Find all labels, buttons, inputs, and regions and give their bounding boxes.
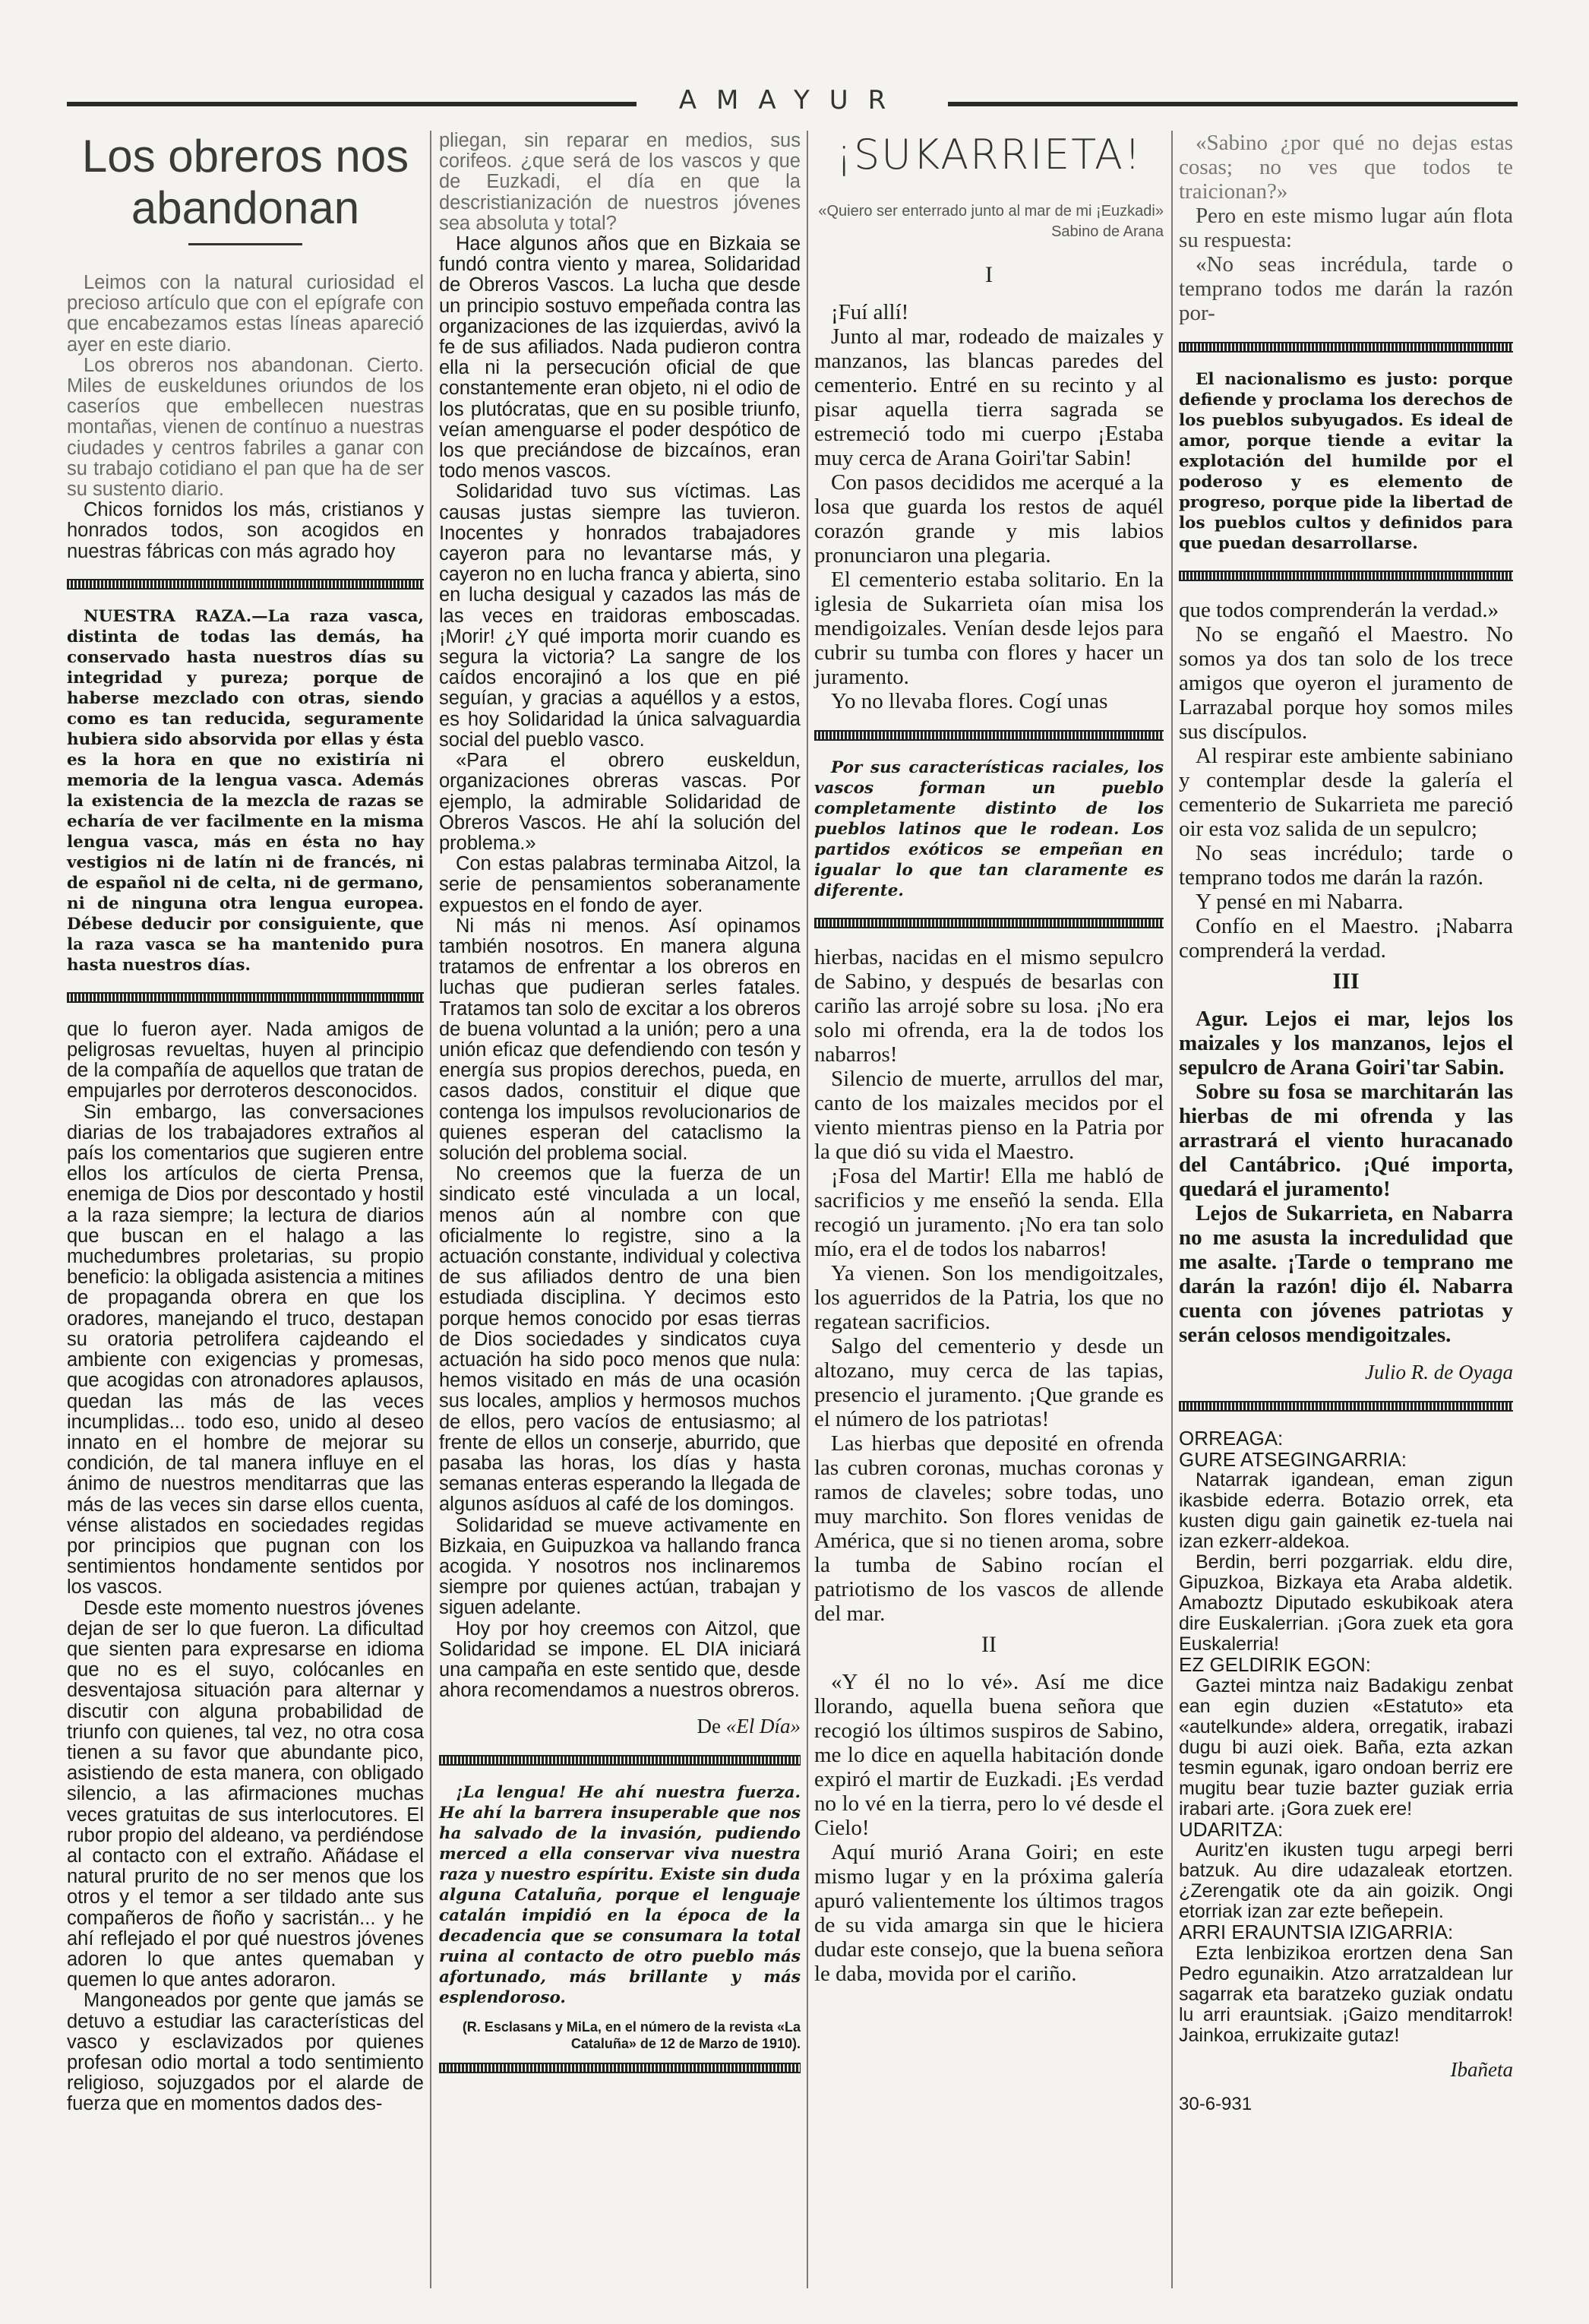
column-2 [439, 131, 801, 2090]
paragraph: Hoy por hoy creemos con Aitzol, que Solidaridad se impone. EL DIA iniciará una campaña en este sentido que, desde ahora recomendamos a nuestros obreros. [439, 1617, 801, 1702]
paragraph: Salgo del cementerio y desde un altozano, muy cerca de las tapias, presencio el juramento. ¡Que grande es el número de los patriotas! [814, 1334, 1164, 1431]
paragraph: Desde este momento nuestros jóvenes dejan de ser lo que fueron. La dificultad que sienten para expresarse en idioma que no es el suyo, colócanles en desventajosa situación para alternar y discutir con alguna probabilidad de triunfo con quienes, tal vez, no otra cosa tienen a su favor que abundante pico, asistiendo de esta manera, con obligado silencio, a las afirmaciones muchas veces gratuitas de sus interlocutores. El rubor propio del aldeano, va perdiéndose al contacto con el extraño. Añádase el natural prurito de no ser menos que los otros y el temor a ser tildado ante sus compañeros de ñoño y sacristán... y he ahí reflejado el por qué nuestros jóvenes adoren lo que antes quemaban y quemen lo que antes adoraron. [67, 1597, 424, 1991]
paragraph: Sobre su fosa se marchitarán las hierbas de mi ofrenda y las arrastrará el viento huracanado del Cantábrico. ¡Qué importa, quedará el juramento! [1179, 1080, 1513, 1201]
article-title: Los obreros nos abandonan [81, 131, 409, 233]
section-number: I [985, 262, 993, 287]
news-heading: ORREAGA: [1179, 1427, 1284, 1450]
paragraph: Silencio de muerte, arrullos del mar, canto de los maizales mecidos por el viento mientras pienso en la Patria por la que dió su vida el Maestro. [814, 1067, 1164, 1164]
quote-box: El nacionalismo es justo: porque defiende y proclama los derechos de los pueblos subyugados. Es ideal de amor, porque tiende a evitar la explotación del humilde por el poderoso y es elemento de progreso, porque pide la libertad de los pueblos cultos y definidos para que puedan desarrollarse. [1179, 370, 1513, 553]
masthead-rule-left [67, 102, 637, 106]
paragraph: Solidaridad tuvo sus víctimas. Las causas justas siempre las tuvieron. Inocentes y honrados trabajadores cayeron para no levantarse más, y cayeron no en lucha franca y abierta, sino en lucha desigual y cazados las más de las veces en traidoras emboscadas. ¡Morir! ¿Y qué importa morir cuando es segura la victoria? La sangre de los caídos encorajinó a los que en pié seguían, y gracias a aquéllos y a estos, es hoy Solidaridad la única salvaguardia social del pueblo vasco. [439, 481, 801, 751]
paragraph: «Y él no lo vé». Así me dice llorando, aquella buena señora que recogió los últimos suspiros de Sabino, me lo dice en aquella habitación donde expiró el martir de Euzkadi. ¡Es verdad no lo vé en la tierra, pero lo vé desde el Cielo! [814, 1670, 1164, 1840]
news-item: Ezta lenbizikoa erortzen dena San Pedro egunaikin. Atzo arratzaldean lur sagarrak eta baratzeko guziak ondatu lu arri erauntsiak. ¡Gaizo menditarrok! Jainkoa, errukizaite gutaz! [1179, 1942, 1513, 2046]
article-continuation-faded [439, 131, 801, 234]
separator-rule [1179, 342, 1513, 353]
separator-rule [439, 1755, 801, 1766]
paragraph: Al respirar este ambiente sabiniano y contemplar desde la galería el cementerio de Sukarrieta me pareció oir esta voz salida de un sepulcro; [1179, 744, 1513, 841]
paragraph: hierbas, nacidas en el mismo sepulcro de Sabino, y después de besarlas con cariño las arrojé sobre su losa. ¡No era solo mi ofrenda, era la de todos los nabarros! [814, 945, 1164, 1067]
news-heading: UDARITZA: [1179, 1817, 1284, 1841]
column-divider [1171, 131, 1173, 2288]
paragraph: Con pasos decididos me acerqué a la losa que guarda los restos de aquél corazón grande y mis labios pronunciaron una plegaria. [814, 470, 1164, 568]
quote-box: ¡La lengua! He ahí nuestra fuerza. He ahí la barrera insuperable que nos ha salvado de la invasión, pudiendo merced a ella conservar viva nuestra raza y nuestro espíritu. Existe sin duda alguna Cataluña, porque el lenguaje catalán impidió en la época de la decadencia que se consumara la total ruina al contacto de otro pueblo más afortunado, más brillante y más esplendoroso. [439, 1783, 801, 2008]
news-signature [1179, 2057, 1513, 2081]
title-underline [188, 243, 302, 245]
paragraph: Pero en este mismo lugar aún flota su respuesta: [1179, 204, 1513, 252]
separator-rule [1179, 1401, 1513, 1412]
article-continuation [1179, 131, 1513, 325]
column-4 [1179, 131, 1513, 2115]
paragraph: Los obreros nos abandonan. Cierto. Miles de euskeldunes oriundos de los caseríos que embellecen nuestras montañas, vienen de contínuo a nuestras ciudades y centros fabriles a ganar con su trabajo cotidiano el pan que ha de ser su sustento diario. [67, 354, 424, 501]
article-title: ¡SUKARRIETA! [836, 131, 1142, 179]
section-number: III [1332, 969, 1360, 994]
column-1 [67, 131, 424, 2115]
epigraph: «Quiero ser enterrado junto al mar de mi ¡Euzkadi» Sabino de Arana [818, 203, 1164, 240]
quote-citation: (R. Esclasans y MiLa, en el número de la revista «La Cataluña» de 12 de Marzo de 1910). [462, 2019, 801, 2052]
paragraph: «No seas incrédula, tarde o temprano todos me darán la razón por- [1179, 252, 1513, 325]
column-3 [814, 131, 1164, 1986]
news-item: Auritz'en ikusten tugu arpegi berri batzuk. Au dire udazaleak etortzen. ¿Zerengatik ote da ain goizik. Ongi etorriak izan zar ezte beñepein. [1179, 1839, 1513, 1922]
paragraph: ¡Fosa del Martir! Ella me habló de sacrificios y me enseñó la senda. Ella recogió un juramento. ¡No era tan solo mío, era el de todos los nabarros! [814, 1164, 1164, 1261]
masthead [67, 85, 1518, 122]
paragraph: El cementerio estaba solitario. En la iglesia de Sukarrieta oían misa los mendigoizales. Venían desde lejos para cubrir su tumba con flores y hacer un juramento. [814, 568, 1164, 689]
separator-rule [67, 992, 424, 1003]
news-heading: GURE ATSEGINGARRIA: [1179, 1447, 1407, 1471]
masthead-rule-right [948, 102, 1518, 106]
paragraph: que todos comprenderán la verdad.» [1179, 598, 1499, 622]
news-item: Berdin, berri pozgarriak. eldu dire, Gipuzkoa, Bizkaya eta Araba aldetik. Amaboztz Diputado eskubikoak atera dire Euskalerrian. ¡Gora zuek eta gora Euskalerria! [1179, 1551, 1513, 1655]
signature-prefix: De [697, 1715, 721, 1738]
author-name: Julio R. de Oyaga [1365, 1361, 1513, 1383]
article-closing [1179, 1007, 1513, 1347]
paragraph: No seas incrédulo; tarde o temprano todos me darán la razón. [1179, 841, 1513, 890]
separator-rule [1179, 571, 1513, 581]
paragraph: que lo fueron ayer. Nada amigos de peligrosas revueltas, huyen al principio de la compañía de aquellos que tratan de empujarles por derroteros desconocidos. [67, 1018, 424, 1102]
column-divider [430, 131, 431, 2288]
paragraph: Las hierbas que deposité en ofrenda las cubren coronas, muchas coronas y ramos de claveles; sobre todas, uno muy marchito. Son flores venidas de América, que si no tienen aroma, sobre la tumba de Sabino rocían el patriotismo de los vascos de allende del mar. [814, 1431, 1164, 1626]
paragraph: No se engañó el Maestro. No somos ya dos tan solo de los trece amigos que oyeron el juramento de Larrazabal porque hoy somos miles sus discípulos. [1179, 622, 1513, 744]
news-item: Gaztei mintza naiz Badakigu zenbat ean egin duzien «Estatuto» eta «autelkunde» aldera, orregatik, irabazi dugu bi auzi oiek. Baña, ezta azkan tesmin egunak, igaro ondoan berriz ere mugitu bear tuzie bazter guziak erria irabari arte. ¡Gora zuek ere! [1179, 1674, 1513, 1820]
signature-source: «El Día» [725, 1715, 801, 1738]
separator-rule [814, 918, 1164, 928]
paragraph: «Para el obrero euskeldun, organizaciones obreras vascas. Por ejemplo, la admirable Solidaridad de Obreros Vascos. He ahí la solución del problema.» [439, 750, 801, 854]
paragraph: Aquí murió Arana Goiri; en este mismo lugar y en la próxima galería apuró valientemente los últimos tragos de su vida amarga sin que le hiciera dudar este consejo, que la buena señora le daba, movida por el cariño. [814, 1840, 1164, 1986]
paragraph: Ni más ni menos. Así opinamos también nosotros. En manera alguna tratamos de enfrentar a los obreros en luchas que pudieran serles fatales. Tratamos tan solo de excitar a los obreros de buena voluntad a la unión; pero a una unión eficaz que defendiendo con tesón y energía sus propios derechos, pueda, en casos dados, constituir el dique que contenga los impulsos revolucionarios de quienes esperan del cataclismo la solución del problema social. [439, 915, 801, 1164]
quote-box: Por sus características raciales, los vascos forman un pueblo completamente distinto de los pueblos latinos que le rodean. Los partidos exóticos se empeñan en igualar lo que tan claramente es diferente. [814, 758, 1164, 900]
paragraph: Yo no llevaba flores. Cogí unas [831, 689, 1108, 713]
paragraph: Confío en el Maestro. ¡Nabarra comprenderá la verdad. [1179, 914, 1513, 963]
paragraph: Hace algunos años que en Bizkaia se fundó contra viento y marea, Solidaridad de Obreros Vascos. La lucha que desde un principio sostuvo empeñada contra las organizaciones de las izquierdas, avivó la fe de sus afiliados. Nada pudieron contra ella ni la persecución oficial de que constantemente eran objeto, ni el odio de los plutócratas, que en su posible triunfo, veían amenguarse el poder despótico de los que preciándose de bizcaínos, eran todo menos vascos. [439, 233, 801, 482]
paragraph: Con estas palabras terminaba Aitzol, la serie de pensamientos soberanamente expuestos en el fondo de ayer. [439, 853, 801, 916]
news-heading: EZ GELDIRIK EGON: [1179, 1653, 1371, 1676]
separator-rule [439, 2063, 801, 2073]
paragraph: pliegan, sin reparar en medios, sus corifeos. ¿que será de los vascos y que de Euzkadi, el día en que la descristianización de nuestros jóvenes sea absoluta y total? [439, 130, 801, 234]
paragraph: Chicos fornidos los más, cristianos y honrados todos, son acogidos en nuestras fábricas con más agrado hoy [67, 499, 424, 562]
author-signature [1179, 1361, 1513, 1384]
column-divider [807, 131, 808, 2288]
paragraph: Junto al mar, rodeado de maizales y manzanos, las blancas paredes del cementerio. Entré en su recinto y al pisar aquella tierra sagrada se estremeció todo mi cuerpo ¡Estaba muy cerca de Arana Goiri'tar Sabin! [814, 324, 1164, 470]
newspaper-name: AMAYUR [678, 85, 906, 115]
news-author: Ibañeta [1450, 2057, 1513, 2081]
news-heading: ARRI ERAUNTSIA IZIGARRIA: [1179, 1921, 1454, 1943]
paragraph: No creemos que la fuerza de un sindicato esté vinculada a un local, menos aún al nombre con que oficialmente lo registre, sino a la actuación constante, individual y colectiva de sus afiliados dentro de una bien estudiada disciplina. Y decimos esto porque hemos conocido por esas tierras de Dios sociedades y sindicatos cuya actuación ha sido poco menos que nula: hemos visitado en más de una ocasión sus locales, amplios y hermosos muchos de ellos, pero vacíos de entusiasmo; al frente de ellos un conserje, aburrido, que pasaba las horas, los días y hasta semanas enteras esperando la llegada de algunos asíduos al café de los domingos. [439, 1163, 801, 1516]
paragraph: Ya vienen. Son los mendigoitzales, los aguerridos de la Patria, los que no regatean sacrificios. [814, 1261, 1164, 1334]
article-intro [67, 273, 424, 562]
separator-rule [67, 579, 424, 590]
paragraph: Y pensé en mi Nabarra. [1196, 890, 1404, 914]
quote-box: NUESTRA RAZA.—La raza vasca, distinta de todas las demás, ha conservado hasta nuestros días su integridad y pureza; porque de haberse mezclado con otras, siendo como es tan reducida, seguramente hubiera sido absorvida por ellas y ésta es la hora en que no existiría ni memoria de la lengua vasca. Además la existencia de la mezcla de razas se echaría de ver facilmente en la misma lengua vasca, más en ésta no hay vestigios ni de latín ni de francés, ni de español ni de celta, ni de germano, ni de ninguna otra lengua europea. Débese deducir por consiguiente, que la raza vasca se ha mantenido pura hasta nuestros días. [67, 606, 424, 975]
paragraph: Sin embargo, las conversaciones diarias de los trabajadores extraños al país los comentarios que sugieren entre ellos los artículos de cierta Prensa, enemiga de Dios por descontado y hostil a la raza siempre; la lectura de diarios que buscan en el halago a las muchedumbres proletarias, su propio beneficio: la obligada asistencia a mitines de propaganda obrera en que los oradores, manejando el truco, destapan su oratoria petrolifera cajdeando el ambiente con exigencias y promesas, que acogidas con atronadores aplausos, quedan las más de las veces incumplidas... todo eso, unido al deseo innato en el hombre de mejorar su condición, de tal manera influye en el ánimo de nuestros menditarras que las más de las veces sin darse ellos cuenta, vénse alistados en sociedades regidas por principios que pugnan con los sentimientos hondamente sentidos por los vascos. [67, 1101, 424, 1598]
publication-date: 30-6-931 [1179, 2094, 1253, 2114]
paragraph: Solidaridad se mueve activamente en Bizkaia, en Guipuzkoa va hallando franca acogida. Y nosotros nos inclinaremos siempre por quienes actúan, trabajan y siguen adelante. [439, 1514, 801, 1619]
news-section [1179, 1428, 1513, 2115]
section-number: II [981, 1632, 997, 1657]
paragraph: Mangoneados por gente que jamás se detuvo a estudiar las características del vasco y esclavizados por quienes profesan odio mortal a todo sentimiento religioso, sojuzgados por el alarde de fuerza que en momentos dados des- [67, 1990, 424, 2115]
source-signature [439, 1715, 801, 1738]
paragraph: Lejos de Sukarrieta, en Nabarra no me asusta la incredulidad que me asalte. ¡Tarde o temprano me darán la razón! dijo él. Nabarra cuenta con jóvenes patriotas y serán celosos mendigoitzales. [1179, 1201, 1513, 1347]
news-item: Natarrak igandean, eman zigun ikasbide ederra. Botazio orrek, eta kusten digu gain gainetik ez-tuela nai izan ezkerr-aldekoa. [1179, 1469, 1513, 1552]
paragraph: Agur. Lejos ei mar, lejos los maizales y los manzanos, lejos el sepulcro de Arana Goiri'tar Sabin. [1179, 1007, 1513, 1080]
separator-rule [814, 730, 1164, 741]
paragraph: Leimos con la natural curiosidad el precioso artículo que con el epígrafe con que encabezamos estas líneas apareció ayer en este diario. [67, 272, 424, 356]
paragraph: «Sabino ¿por qué no dejas estas cosas; no ves que todos te traicionan?» [1179, 131, 1513, 204]
article-continuation [439, 234, 801, 1701]
paragraph: ¡Fuí allí! [831, 300, 909, 324]
article-body [67, 1020, 424, 2115]
